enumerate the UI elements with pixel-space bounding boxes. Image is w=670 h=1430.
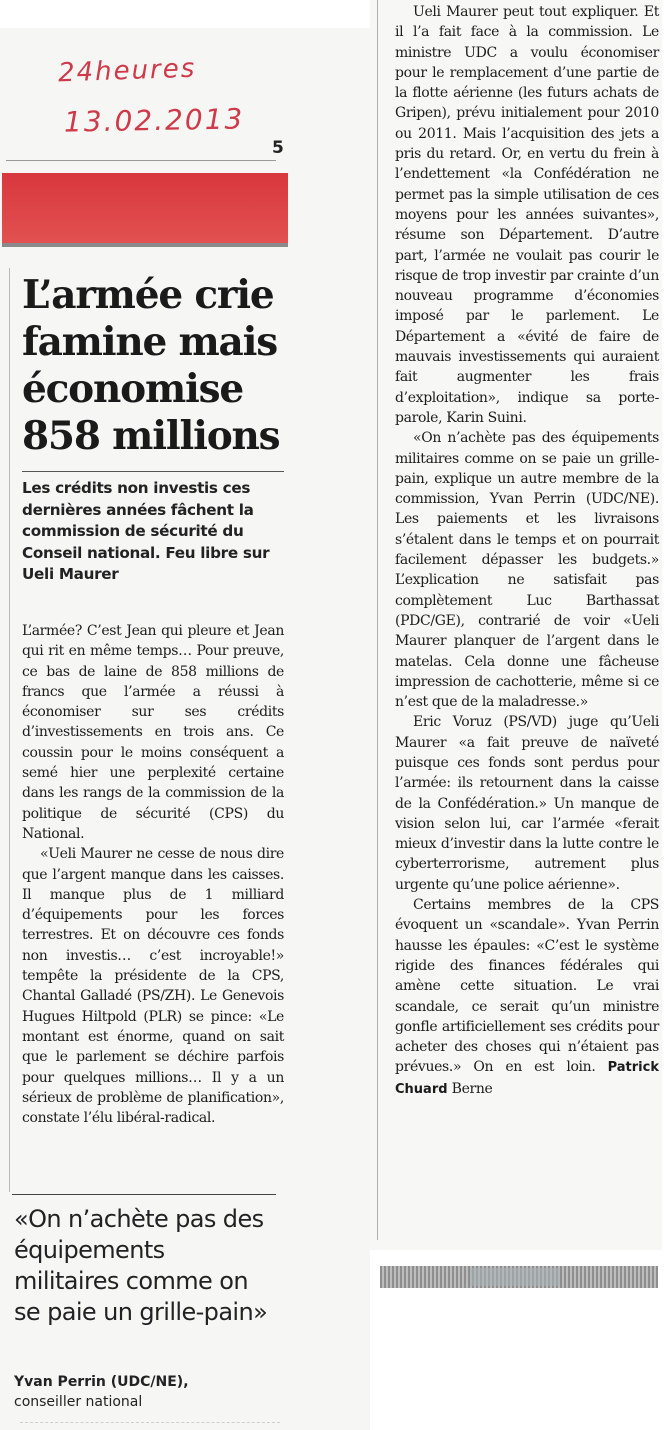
page-header-rule bbox=[6, 160, 276, 161]
author-signature: Patrick Chuard bbox=[395, 1060, 659, 1097]
dateline-location: Berne bbox=[451, 1080, 493, 1097]
pull-quote: «On n’achète pas des équipements militaires comme on se paie un grille-pain» bbox=[14, 1205, 268, 1326]
section-band-shadow bbox=[2, 243, 288, 247]
handwritten-date: 13.02.2013 bbox=[63, 102, 245, 139]
handwritten-source: 24heures bbox=[57, 53, 197, 89]
pull-quote-rule bbox=[12, 1194, 276, 1195]
paragraph: «Ueli Maurer ne cesse de nous dire que l’argent manque dans les caisses. Il manque plus de 1 milliard d’équipements pour les forces terrestres. Et on découvre ces fonds non investis… c’est incroyable!» tempête la présidente de la CPS, Chantal Galladé (PS/ZH). Le Genevois Hugues Hiltpold (PLR) se pince: «Le montant est énorme, quand on sait que le parlement se déchire parfois pour quelques millions… Il y a un sérieux de problème de planification», constate l’élu libéral-radical. bbox=[22, 846, 284, 1127]
column-rule-left bbox=[9, 268, 10, 1192]
paragraph: Ueli Maurer peut tout expliquer. Et il l’a fait face à la commission. Le ministre UDC a voulu économiser pour le remplacement d’une partie de la flotte aérienne (les futurs achats de Gripen), prévu initialement pour 2010 ou 2011. Mais l’acquisition des jets a pris du retard. Or, en vertu du frein à l’endettement «la Confédération ne permet pas la simple utilisation de ces moyens pour les années suivantes», résume son Département. D’autre part, l’armée ne voulait pas courir le risque de trop investir par crainte d’un nouveau programme d’économies imposé par le parlement. Le Département a «évité de faire de mauvais investissements qui auraient fait augmenter les frais d’exploitation», indique sa porte-parole, Karin Suini. bbox=[395, 4, 659, 426]
paragraph: L’armée? C’est Jean qui pleure et Jean qui rit en même temps… Pour preuve, ce bas de laine de 858 millions de francs que l’armée a réussi à économiser sur ses crédits d’investissements en trois ans. Ce coussin pour le moins conséquent a semé hier une perplexité certaine dans les rangs de la commission de la politique de sécurité (CPS) du National. bbox=[22, 623, 284, 842]
article-lead: Les crédits non investis ces dernières années fâchent la commission de sécurité du Conseil national. Feu libre sur Ueli Maurer bbox=[22, 479, 270, 583]
section-color-band bbox=[2, 173, 288, 243]
article-body-right-column bbox=[395, 2, 659, 1100]
article-body-left-column bbox=[22, 621, 284, 1128]
quote-author-role: conseiller national bbox=[14, 1394, 143, 1410]
paragraph-text: Certains membres de la CPS évoquent un «scandale». Yvan Perrin hausse les épaules: «C’est le système rigide des finances fédérales qui amène cette situation. Le vrai scandale, ce serait qu’un ministre gonfle artificiellement ses crédits pour acheter des choses qui n’étaient pas prévues.» On en est loin. bbox=[395, 897, 659, 1076]
paragraph: Eric Voruz (PS/VD) juge qu’Ueli Maurer «a fait preuve de naïveté puisque ces fonds sont perdus pour l’armée: ils retournent dans la caisse de la Confédération.» Un manque de vision selon lui, car l’armée «ferait mieux d’investir dans la lutte contre le cyberterrorisme, autrement plus urgente qu’une police aérienne». bbox=[395, 714, 659, 893]
pull-quote-attribution bbox=[14, 1372, 276, 1412]
stripe-highlight bbox=[470, 1268, 560, 1286]
bottom-cut-line bbox=[20, 1422, 280, 1423]
paragraph: «On n’achète pas des équipements militaires comme on se paie un grille-pain, explique un autre membre de la commission, Yvan Perrin (UDC/NE). Les paiements et les livraisons s’étalent dans le temps et on pourrait facilement dépasser les budgets.» L’explication ne satisfait pas complètement Luc Barthassat (PDC/GE), contrarié de voir «Ueli Maurer planquer de l’argent dans le matelas. Cela donne une fâcheuse impression de cachotterie, même si ce n’est que de la maladresse.» bbox=[395, 430, 659, 711]
headline-rule bbox=[22, 471, 284, 472]
column-rule-right bbox=[377, 0, 378, 1240]
page-number: 5 bbox=[272, 138, 284, 158]
final-paragraph bbox=[395, 895, 659, 1100]
article-headline: L’armée crie famine mais économise 858 millions bbox=[22, 272, 280, 459]
quote-author-name: Yvan Perrin (UDC/NE), bbox=[14, 1374, 189, 1390]
